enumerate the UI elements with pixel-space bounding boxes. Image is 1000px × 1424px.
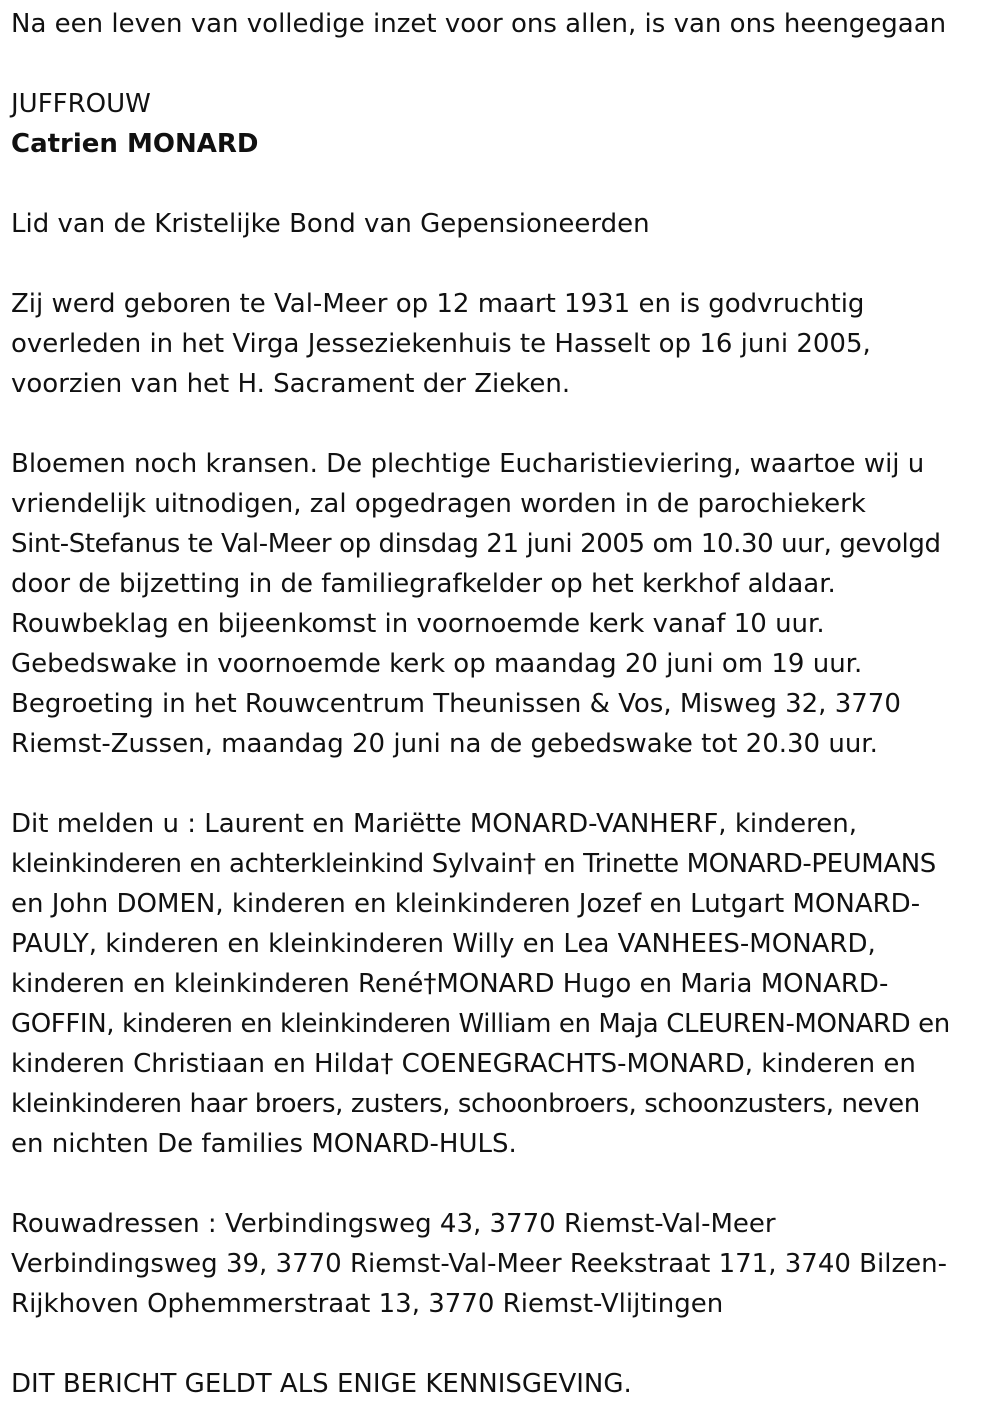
text-line: kleinkinderen haar broers, zusters, schoonbroers, schoonzusters, neven	[11, 1089, 920, 1119]
spacer	[11, 244, 995, 284]
text-line: voorzien van het H. Sacrament der Zieken.	[11, 369, 571, 399]
spacer	[11, 764, 995, 804]
text-line: Rouwadressen : Verbindingsweg 43, 3770 Riemst-Val-Meer	[11, 1209, 776, 1239]
text-line: en nichten De families MONARD-HULS.	[11, 1129, 517, 1159]
intro-line: Na een leven van volledige inzet voor ons allen, is van ons heengegaan	[11, 9, 947, 39]
text-line: door de bijzetting in de familiegrafkelder op het kerkhof aldaar.	[11, 569, 836, 599]
text-line: PAULY, kinderen en kleinkinderen Willy en Lea VANHEES-MONARD,	[11, 929, 876, 959]
obituary-notice	[11, 4, 995, 1404]
ceremony-paragraph	[11, 444, 995, 764]
text-line: en John DOMEN, kinderen en kleinkinderen Jozef en Lutgart MONARD-	[11, 889, 921, 919]
text-line: Sint-Stefanus te Val-Meer op dinsdag 21 juni 2005 om 10.30 uur, gevolgd	[11, 529, 941, 559]
spacer	[11, 1164, 995, 1204]
text-line: kinderen en kleinkinderen René†MONARD Hugo en Maria MONARD-	[11, 969, 889, 999]
text-line: overleden in het Virga Jesseziekenhuis te Hasselt op 16 juni 2005,	[11, 329, 871, 359]
text-line: vriendelijk uitnodigen, zal opgedragen worden in de parochiekerk	[11, 489, 866, 519]
text-line: kinderen Christiaan en Hilda† COENEGRACHTS-MONARD, kinderen en	[11, 1049, 916, 1079]
text-line: Zij werd geboren te Val-Meer op 12 maart 1931 en is godvruchtig	[11, 289, 865, 319]
text-line: Rijkhoven Ophemmerstraat 13, 3770 Riemst-Vlijtingen	[11, 1289, 724, 1319]
text-line: Begroeting in het Rouwcentrum Theunissen & Vos, Misweg 32, 3770	[11, 689, 901, 719]
family-paragraph	[11, 804, 995, 1164]
spacer	[11, 44, 995, 84]
birth-death-paragraph	[11, 284, 995, 404]
deceased-name: Catrien MONARD	[11, 129, 259, 159]
text-line: Gebedswake in voornoemde kerk op maandag 20 juni om 19 uur.	[11, 649, 863, 679]
text-line: Rouwbeklag en bijeenkomst in voornoemde kerk vanaf 10 uur.	[11, 609, 825, 639]
spacer	[11, 1324, 995, 1364]
spacer	[11, 164, 995, 204]
text-line: GOFFIN, kinderen en kleinkinderen William en Maja CLEUREN-MONARD en	[11, 1009, 950, 1039]
text-line: Verbindingsweg 39, 3770 Riemst-Val-Meer Reekstraat 171, 3740 Bilzen-	[11, 1249, 947, 1279]
spacer	[11, 404, 995, 444]
text-line: Dit melden u : Laurent en Mariëtte MONARD-VANHERF, kinderen,	[11, 809, 857, 839]
title-line: JUFFROUW	[11, 89, 151, 119]
text-line: Bloemen noch kransen. De plechtige Eucharistieviering, waartoe wij u	[11, 449, 925, 479]
membership-line: Lid van de Kristelijke Bond van Gepensioneerden	[11, 209, 650, 239]
text-line: Riemst-Zussen, maandag 20 juni na de gebedswake tot 20.30 uur.	[11, 729, 878, 759]
addresses-paragraph	[11, 1204, 995, 1324]
text-line: kleinkinderen en achterkleinkind Sylvain† en Trinette MONARD-PEUMANS	[11, 849, 936, 879]
closing-line: DIT BERICHT GELDT ALS ENIGE KENNISGEVING.	[11, 1369, 632, 1399]
